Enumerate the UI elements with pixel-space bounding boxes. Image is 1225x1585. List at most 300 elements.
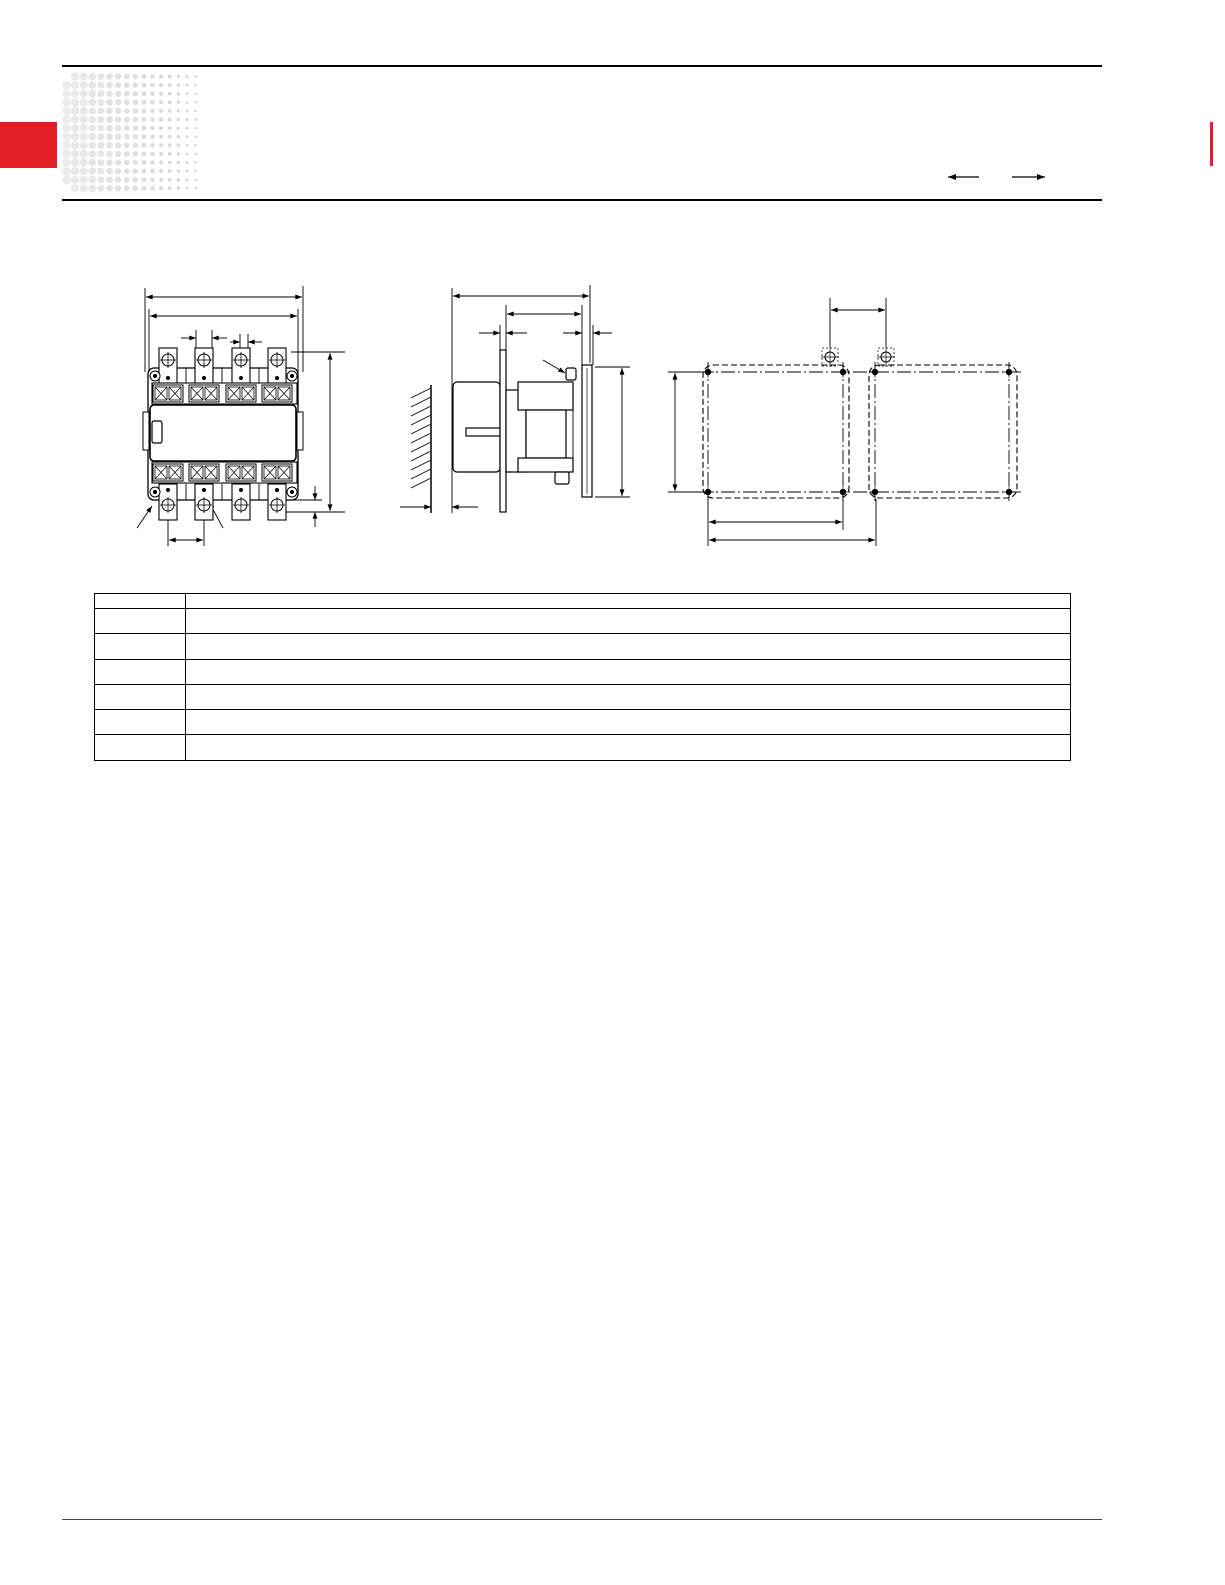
pattern-dot xyxy=(159,178,163,182)
table-cell xyxy=(186,710,1071,735)
pattern-dot xyxy=(133,100,138,105)
dot-pattern-decoration xyxy=(62,72,202,194)
pattern-dot xyxy=(97,159,104,166)
pattern-dot xyxy=(150,143,155,148)
pattern-dot xyxy=(115,73,121,79)
pattern-dot xyxy=(106,99,113,106)
pattern-dot xyxy=(115,134,121,140)
pattern-dot xyxy=(71,81,79,89)
pattern-dot xyxy=(133,82,138,87)
page-edge-accent xyxy=(1210,122,1213,166)
pattern-dot xyxy=(159,186,163,190)
pattern-dot xyxy=(71,176,79,184)
pattern-dot xyxy=(71,158,79,166)
table-cell xyxy=(95,609,186,634)
pattern-dot xyxy=(177,101,180,104)
pattern-dot xyxy=(185,161,188,164)
pattern-dot xyxy=(71,167,79,175)
pattern-dot xyxy=(141,160,146,165)
pattern-dot xyxy=(133,143,138,148)
pattern-dot xyxy=(97,82,104,89)
table-cell xyxy=(186,659,1071,684)
pattern-dot xyxy=(89,73,97,81)
table-cell xyxy=(186,684,1071,709)
pattern-dot xyxy=(89,81,97,89)
table-cell xyxy=(95,684,186,709)
pattern-dot xyxy=(194,118,197,121)
pattern-dot xyxy=(62,124,71,133)
pattern-dot xyxy=(124,99,130,105)
pattern-dot xyxy=(133,186,138,191)
pattern-dot xyxy=(115,108,121,114)
pattern-dot xyxy=(159,160,163,164)
pattern-dot xyxy=(150,126,155,131)
pattern-dot xyxy=(62,150,71,159)
footprint-outlines xyxy=(699,362,1021,501)
pattern-dot xyxy=(106,90,113,97)
section-tab-accent xyxy=(0,122,57,168)
pattern-dot xyxy=(159,74,163,78)
pattern-dot xyxy=(185,109,188,112)
pattern-dot xyxy=(159,117,163,121)
bottom-terminal-tab xyxy=(232,484,250,520)
pattern-dot xyxy=(177,135,180,138)
footprint-left xyxy=(703,365,849,498)
mounting-hole xyxy=(837,486,849,498)
upper-terminal-screw xyxy=(189,385,219,402)
pattern-dot xyxy=(71,90,79,98)
pattern-dot xyxy=(62,175,71,184)
pattern-dot xyxy=(80,167,88,175)
pattern-dot xyxy=(106,125,113,132)
pattern-dot xyxy=(141,117,146,122)
bottom-housing xyxy=(518,458,573,472)
pattern-dot xyxy=(185,178,188,181)
pattern-dot xyxy=(133,125,138,130)
pattern-dot xyxy=(177,144,180,147)
pattern-dot xyxy=(141,74,146,79)
pattern-dot xyxy=(89,142,97,150)
pattern-dot xyxy=(185,144,188,147)
table-cell xyxy=(95,594,186,609)
pattern-dot xyxy=(177,169,180,172)
pattern-dot xyxy=(115,82,121,88)
pattern-dot xyxy=(71,150,79,158)
pattern-dot xyxy=(150,117,155,122)
contactor-side xyxy=(453,350,592,512)
pattern-dot xyxy=(106,159,113,166)
mounting-hole xyxy=(837,366,849,378)
coil-housing xyxy=(526,410,566,458)
pattern-dot xyxy=(80,141,88,149)
mounting-hole xyxy=(869,486,881,498)
pattern-dot xyxy=(106,168,113,175)
pattern-dot xyxy=(71,133,79,141)
pattern-dot xyxy=(115,99,121,105)
pattern-dot xyxy=(71,184,79,192)
pattern-dot xyxy=(89,159,97,167)
pattern-dot xyxy=(62,98,71,107)
pattern-dot xyxy=(71,72,79,80)
pattern-dot xyxy=(80,150,88,158)
pattern-dot xyxy=(168,143,172,147)
pattern-dot xyxy=(115,177,121,183)
pattern-dot xyxy=(106,82,113,89)
pattern-dot xyxy=(185,92,188,95)
pattern-dot xyxy=(185,170,188,173)
knob-leader xyxy=(543,360,565,373)
pattern-dot xyxy=(97,150,104,157)
pattern-dot xyxy=(97,99,104,106)
table-row xyxy=(95,659,1071,684)
pattern-dot xyxy=(159,83,163,87)
side-knob xyxy=(566,368,576,380)
upper-terminal-screw xyxy=(262,385,292,402)
top-terminal-tab xyxy=(232,348,250,384)
pattern-dot xyxy=(177,187,180,190)
table-row xyxy=(95,594,1071,609)
pattern-dot xyxy=(89,116,97,124)
pattern-dot xyxy=(159,100,163,104)
pattern-dot xyxy=(168,186,172,190)
pattern-dot xyxy=(177,152,180,155)
mounting-foot xyxy=(150,371,160,381)
mounting-foot xyxy=(287,371,297,381)
pattern-dot xyxy=(150,83,155,88)
pattern-dot xyxy=(115,151,121,157)
pattern-dot xyxy=(115,159,121,165)
pattern-dot xyxy=(168,83,172,87)
pattern-dot xyxy=(80,81,88,89)
pattern-dot xyxy=(115,185,121,191)
pattern-dot xyxy=(185,127,188,130)
pattern-dot xyxy=(115,116,121,122)
pattern-dot xyxy=(133,108,138,113)
pattern-dot xyxy=(80,124,88,132)
pattern-dot xyxy=(80,73,88,81)
pattern-dot xyxy=(141,134,146,139)
mounting-hole-leader xyxy=(137,506,152,528)
pattern-dot xyxy=(62,132,71,141)
mounting-pattern-drawing xyxy=(668,298,1021,546)
lower-terminal-screw xyxy=(262,464,292,481)
mounting-pattern-dimensions xyxy=(668,298,886,546)
top-terminal-tab xyxy=(195,348,213,384)
footer-rule xyxy=(62,1519,1102,1520)
bottom-terminal-tab xyxy=(159,484,177,520)
pattern-dot xyxy=(124,185,130,191)
pattern-dot xyxy=(80,133,88,141)
pattern-dot xyxy=(97,73,104,80)
pattern-dot xyxy=(177,75,180,78)
front-view-drawing xyxy=(137,286,345,546)
pattern-dot xyxy=(177,118,180,121)
pattern-dot xyxy=(177,109,180,112)
pattern-dot xyxy=(97,185,104,192)
pattern-dot xyxy=(194,92,197,95)
pattern-dot xyxy=(150,177,155,182)
table-row xyxy=(95,684,1071,709)
pattern-dot xyxy=(124,177,130,183)
top-terminal-tab xyxy=(268,348,286,384)
pattern-dot xyxy=(124,117,130,123)
pattern-dot xyxy=(62,107,71,116)
table-row xyxy=(95,710,1071,735)
pattern-dot xyxy=(124,91,130,97)
pattern-dot xyxy=(133,168,138,173)
mounting-foot xyxy=(287,487,297,497)
pattern-dot xyxy=(150,100,155,105)
mounting-plate xyxy=(500,350,506,512)
pattern-dot xyxy=(177,92,180,95)
pattern-dot xyxy=(150,109,155,114)
header-top-rule xyxy=(62,65,1102,67)
pattern-dot xyxy=(124,108,130,114)
lower-terminal-screw xyxy=(153,464,183,481)
table-cell xyxy=(95,735,186,760)
pattern-dot xyxy=(194,144,197,147)
pattern-dot xyxy=(124,134,130,140)
pattern-dot xyxy=(150,160,155,165)
pattern-dot xyxy=(194,178,197,181)
pattern-dot xyxy=(80,98,88,106)
pattern-dot xyxy=(177,83,180,86)
pattern-dot xyxy=(141,83,146,88)
pattern-dot xyxy=(194,161,197,164)
pattern-dot xyxy=(89,133,97,141)
pattern-dot xyxy=(150,91,155,96)
pattern-dot xyxy=(194,170,197,173)
pattern-dot xyxy=(141,186,146,191)
cover-handle xyxy=(152,421,162,443)
lower-terminal-screw xyxy=(189,464,219,481)
spec-table xyxy=(94,593,1071,761)
pattern-dot xyxy=(141,108,146,113)
pattern-dot xyxy=(168,75,172,79)
table-cell xyxy=(186,594,1071,609)
side-slot-left xyxy=(143,412,149,450)
pattern-dot xyxy=(150,186,155,191)
pattern-dot xyxy=(159,143,163,147)
pattern-dot xyxy=(106,151,113,158)
pattern-dot xyxy=(168,109,172,113)
pattern-dot xyxy=(168,100,172,104)
pattern-dot xyxy=(89,90,97,98)
pattern-dot xyxy=(194,84,197,87)
pattern-dot xyxy=(80,184,88,192)
pattern-dot xyxy=(97,116,104,123)
contactor-front xyxy=(143,348,303,520)
pattern-dot xyxy=(168,169,172,173)
footprint-right xyxy=(869,365,1017,498)
pattern-dot xyxy=(106,133,113,140)
side-slot-right xyxy=(297,412,303,450)
dimension-drawings xyxy=(0,270,1225,560)
pattern-dot xyxy=(71,141,79,149)
upper-terminal-screw xyxy=(226,385,256,402)
pattern-dot xyxy=(106,116,113,123)
pattern-dot xyxy=(89,124,97,132)
pattern-dot xyxy=(194,110,197,113)
header-bottom-rule xyxy=(62,199,1102,201)
armature-shaft xyxy=(466,428,500,436)
pattern-dot xyxy=(89,185,97,193)
pattern-dot xyxy=(141,126,146,131)
pattern-dot xyxy=(185,187,188,190)
table-cell xyxy=(186,735,1071,760)
pattern-dot xyxy=(168,152,172,156)
pattern-dot xyxy=(62,141,71,150)
table-cell xyxy=(95,634,186,659)
pattern-dot xyxy=(62,167,71,176)
pattern-dot xyxy=(89,176,97,184)
pattern-dot xyxy=(124,142,130,148)
pattern-dot xyxy=(141,100,146,105)
pattern-dot xyxy=(62,89,71,98)
pattern-dot xyxy=(124,82,130,88)
pattern-dot xyxy=(141,143,146,148)
bottom-connector xyxy=(555,472,569,484)
pattern-dot xyxy=(62,81,71,90)
pattern-dot xyxy=(185,118,188,121)
pattern-dot xyxy=(133,91,138,96)
pattern-dot xyxy=(168,178,172,182)
pattern-dot xyxy=(168,92,172,96)
pattern-dot xyxy=(168,118,172,122)
pattern-dot xyxy=(133,134,138,139)
upper-terminal-screw xyxy=(153,385,183,402)
page-nav-arrows xyxy=(940,170,1050,184)
pattern-dot xyxy=(141,169,146,174)
pattern-dot xyxy=(97,107,104,114)
pattern-dot xyxy=(80,159,88,167)
pattern-dot xyxy=(159,126,163,130)
pattern-dot xyxy=(194,135,197,138)
pattern-dot xyxy=(106,176,113,183)
table-cell xyxy=(186,634,1071,659)
pattern-dot xyxy=(185,135,188,138)
top-terminal-tab xyxy=(159,348,177,384)
dot-pattern-svg xyxy=(62,72,202,194)
pattern-dot xyxy=(150,152,155,157)
pattern-dot xyxy=(194,153,197,156)
pattern-dot xyxy=(80,176,88,184)
back-housing xyxy=(453,382,500,472)
pattern-dot xyxy=(177,126,180,129)
table-cell xyxy=(95,659,186,684)
pattern-dot xyxy=(80,116,88,124)
pattern-dot xyxy=(97,176,104,183)
table-row xyxy=(95,735,1071,760)
pattern-dot xyxy=(115,142,121,148)
mounting-hole xyxy=(869,366,881,378)
pattern-dot xyxy=(89,167,97,175)
pattern-dot xyxy=(71,107,79,115)
pattern-dot xyxy=(185,152,188,155)
pattern-dot xyxy=(159,152,163,156)
pattern-dot xyxy=(194,75,197,78)
pattern-dot xyxy=(194,127,197,130)
side-view-drawing xyxy=(400,285,630,513)
pattern-dot xyxy=(141,151,146,156)
table-cell xyxy=(186,609,1071,634)
mounting-wall xyxy=(411,385,431,513)
pattern-dot xyxy=(97,90,104,97)
pattern-dot xyxy=(185,101,188,104)
pattern-dot xyxy=(106,142,113,149)
pattern-dot xyxy=(62,158,71,167)
pattern-dot xyxy=(80,107,88,115)
pattern-dot xyxy=(150,169,155,174)
pattern-dot xyxy=(115,168,121,174)
pattern-dot xyxy=(71,98,79,106)
pattern-dot xyxy=(97,168,104,175)
pattern-dot xyxy=(133,151,138,156)
pattern-dot xyxy=(115,125,121,131)
pattern-dot xyxy=(168,135,172,139)
table-row xyxy=(95,609,1071,634)
pattern-dot xyxy=(115,91,121,97)
pattern-dot xyxy=(71,115,79,123)
pattern-dot xyxy=(141,91,146,96)
pattern-dot xyxy=(177,161,180,164)
pattern-dot xyxy=(185,75,188,78)
pattern-dot xyxy=(106,108,113,115)
screw-position-mark xyxy=(821,347,839,367)
bottom-terminal-tab xyxy=(195,484,213,520)
pattern-dot xyxy=(150,134,155,139)
pattern-dot xyxy=(124,160,130,166)
table-cell xyxy=(95,710,186,735)
pattern-dot xyxy=(133,117,138,122)
pattern-dot xyxy=(133,74,138,79)
pattern-dot xyxy=(124,125,130,131)
pattern-dot xyxy=(124,74,130,80)
screw-position-mark xyxy=(877,347,895,367)
pattern-dot xyxy=(89,150,97,158)
top-housing xyxy=(518,382,573,410)
pattern-dot xyxy=(97,125,104,132)
pattern-dot xyxy=(159,109,163,113)
lower-terminal-screw xyxy=(226,464,256,481)
pattern-dot xyxy=(62,115,71,124)
pattern-dot xyxy=(141,177,146,182)
mounting-holes xyxy=(702,347,1015,498)
pattern-dot xyxy=(97,133,104,140)
pattern-dot xyxy=(106,185,113,192)
pattern-dot xyxy=(177,178,180,181)
pattern-dot xyxy=(185,84,188,87)
pattern-dot xyxy=(71,124,79,132)
pattern-dot xyxy=(159,135,163,139)
pattern-dot xyxy=(133,177,138,182)
pattern-dot xyxy=(194,101,197,104)
pattern-dot xyxy=(194,187,197,190)
pattern-dot xyxy=(124,151,130,157)
pattern-dot xyxy=(159,92,163,96)
bottom-terminal-tab xyxy=(268,484,286,520)
pattern-dot xyxy=(159,169,163,173)
pattern-dot xyxy=(89,107,97,115)
pattern-dot xyxy=(150,74,155,79)
table-row xyxy=(95,634,1071,659)
pattern-dot xyxy=(80,90,88,98)
front-cover xyxy=(150,405,296,461)
pattern-dot xyxy=(124,168,130,174)
pattern-dot xyxy=(168,126,172,130)
pattern-dot xyxy=(168,161,172,165)
pattern-dot xyxy=(133,160,138,165)
